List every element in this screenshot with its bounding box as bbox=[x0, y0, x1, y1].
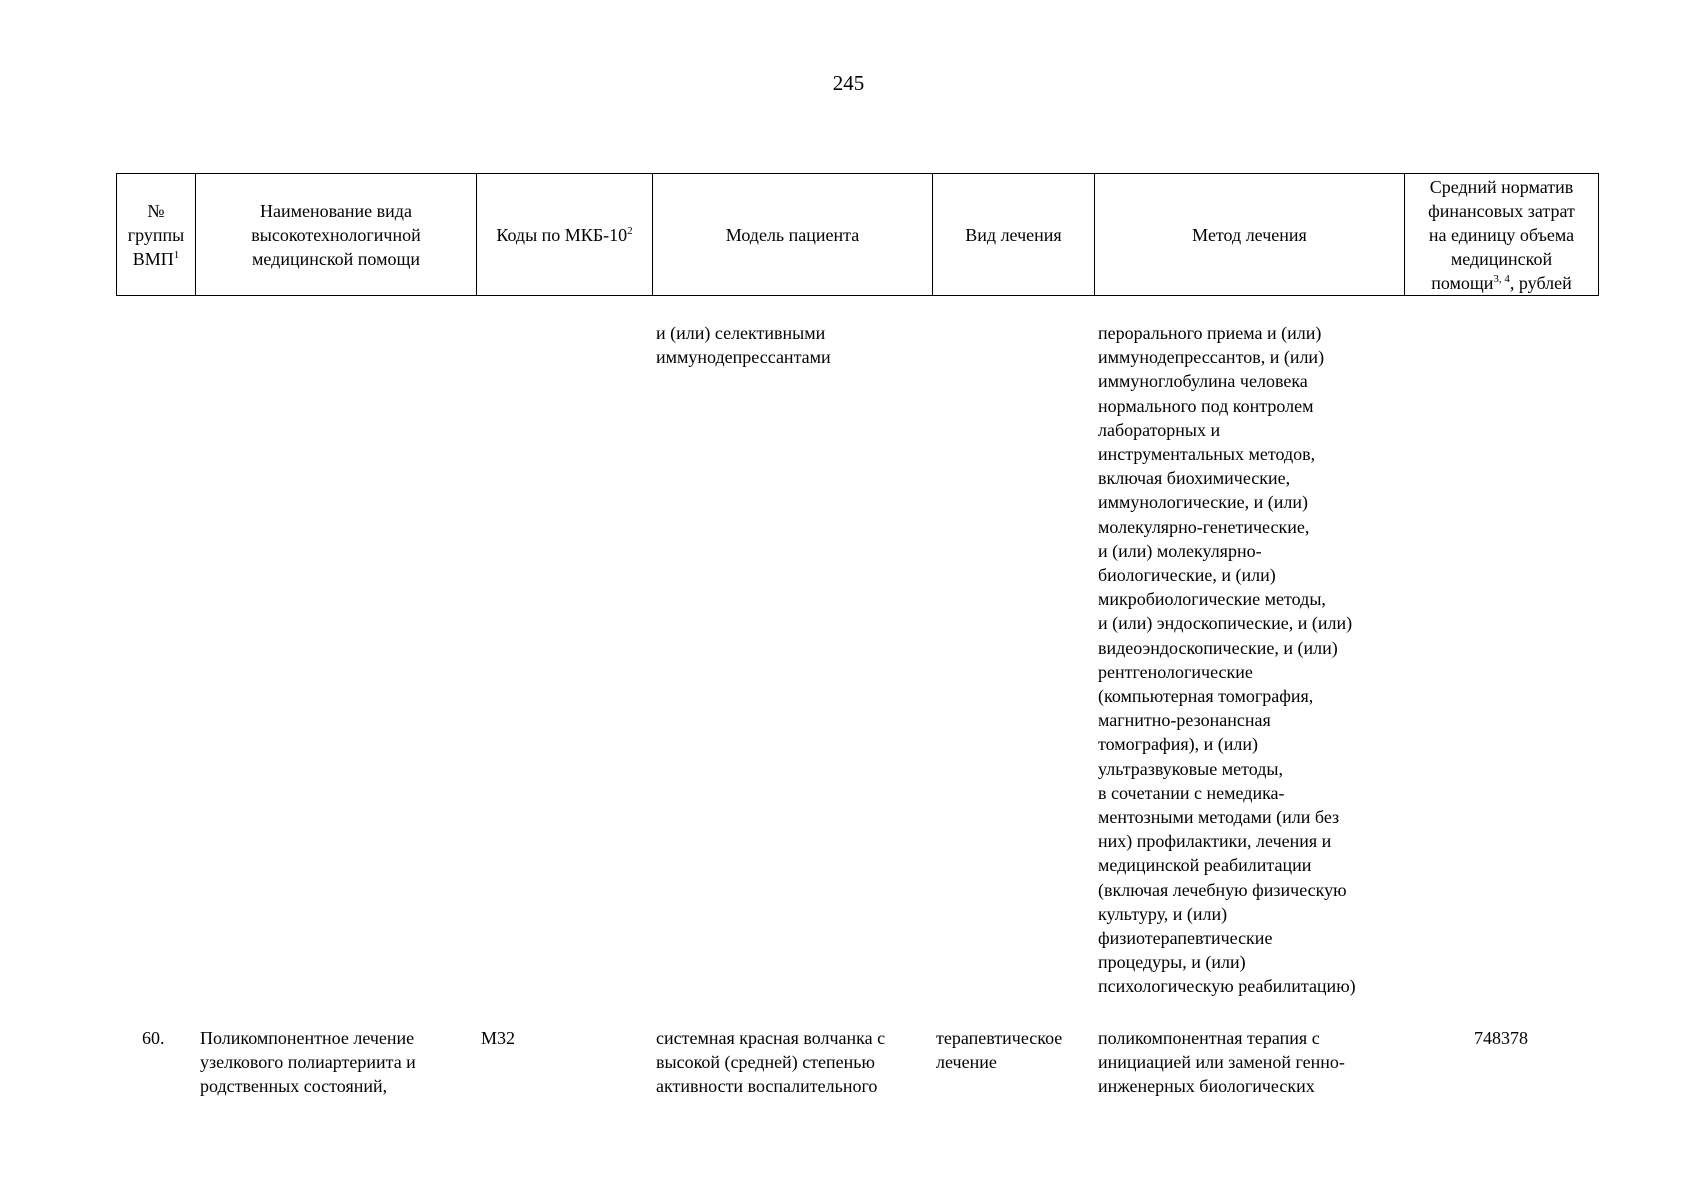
header-average-cost: Средний норматив финансовых затрат на единицу объема медицинской помощи$^{3, 4}$, рублей bbox=[1405, 174, 1599, 296]
row-60-treatment-method: поликомпонентная терапия с инициацией или заменой генно- инженерных биологических bbox=[1098, 1028, 1345, 1097]
continuation-treatment-method: перорального приема и (или) иммунодепрессантов, и (или) иммуноглобулина человека нормального под контролем лабораторных и инструментальных методов, включая биохимические, иммунологические, и (или) молекулярно-генетические, и (или) молекулярно- биологические, и (или) микробиологические методы, и (или) эндоскопические, и (или) видеоэндоскопические, и (или) рентгенологические (компьютерная томография, магнитно-резонансная томография), и (или) ультразвуковые методы, в сочетании с немедика- ментозными методами (или без них) профилактики, лечения и медицинской реабилитации (включая лечебную физическую культуру, и (или) физиотерапевтические процедуры, и (или) психологическую реабилитацию) bbox=[1098, 323, 1356, 997]
row-60-patient-model: системная красная волчанка с высокой (средней) степенью активности воспалительного bbox=[656, 1028, 886, 1097]
header-treatment-method: Метод лечения bbox=[1095, 174, 1405, 296]
row-60-number: 60. bbox=[142, 1028, 165, 1048]
continuation-patient-model: и (или) селективными иммунодепрессантами bbox=[656, 323, 831, 368]
row-60-care-name: Поликомпонентное лечение узелкового полиартериита и родственных состояний, bbox=[200, 1028, 416, 1097]
row-60-treatment-type: терапевтическое лечение bbox=[936, 1028, 1063, 1073]
header-group-number: № группы ВМП$^1$ bbox=[117, 174, 196, 296]
header-icd-codes: Коды по МКБ-$10^2$ bbox=[477, 174, 653, 296]
row-60-average-cost: 748378 bbox=[1474, 1028, 1528, 1048]
page-number: 245 bbox=[832, 71, 865, 95]
header-patient-model: Модель пациента bbox=[653, 174, 933, 296]
table-header bbox=[116, 173, 1599, 296]
header-treatment-type: Вид лечения bbox=[933, 174, 1095, 296]
header-care-name: Наименование вида высокотехнологичной медицинской помощи bbox=[196, 174, 477, 296]
row-60-icd-code: M32 bbox=[481, 1028, 516, 1048]
